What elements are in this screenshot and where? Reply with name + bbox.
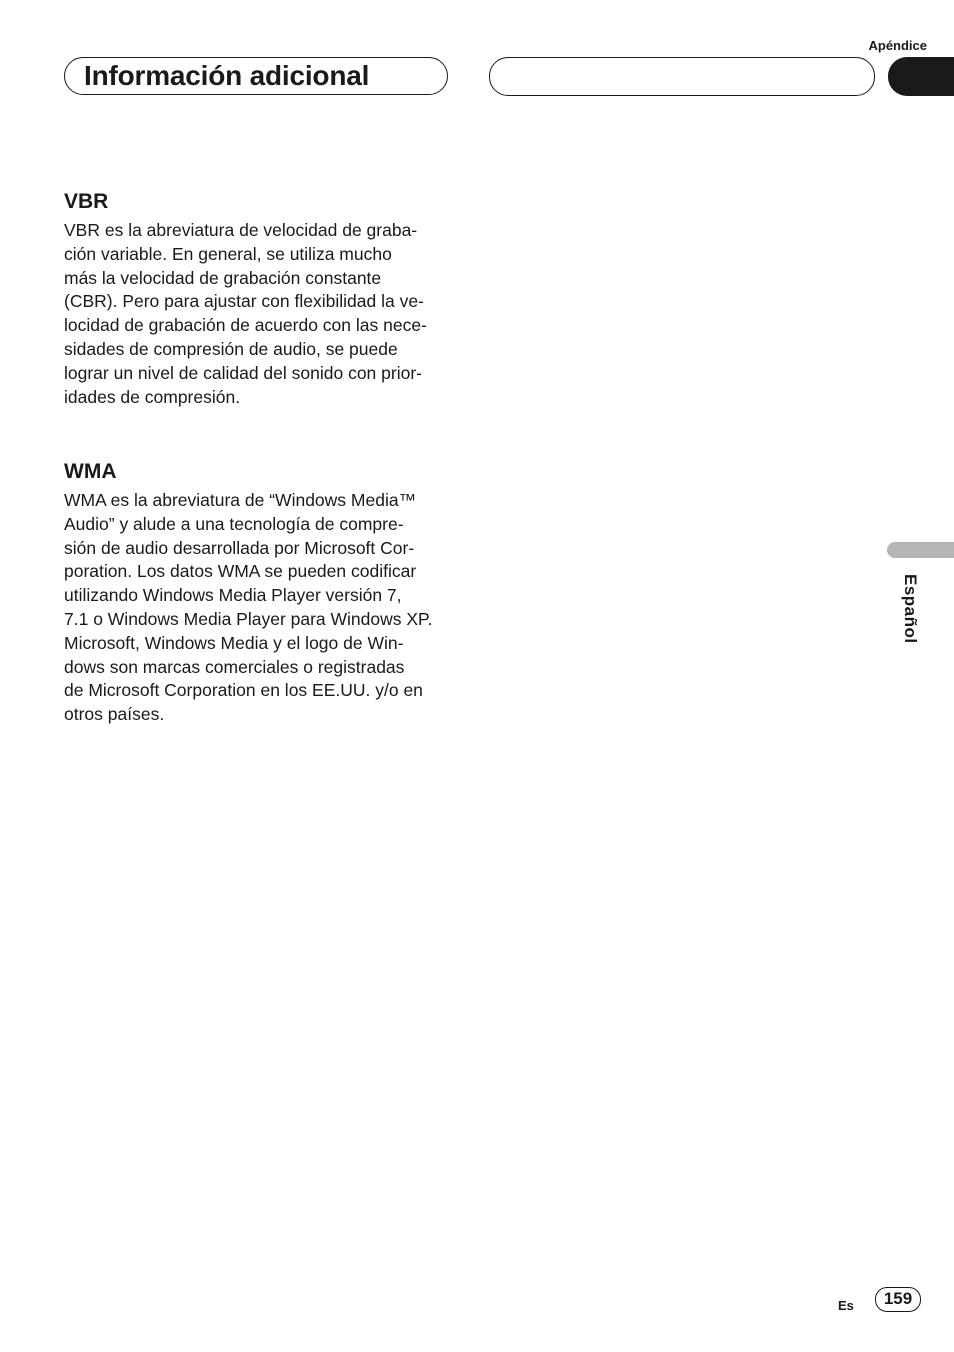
chapter-tab [888, 57, 954, 96]
section-wma [64, 459, 456, 727]
section-heading: VBR [64, 190, 109, 213]
page-number: 159 [875, 1287, 921, 1312]
side-language-label: Español [901, 574, 920, 644]
appendix-label: Apéndice [868, 38, 927, 53]
section-body: WMA es la abreviatura de “Windows Media™ Audio” y alude a una tecnología de compre- sión de audio desarrollada por Microsoft Cor- poration. Los datos WMA se pueden codificar utilizando Windows Media Player versión 7, 7.1 o Windows Media Player para Windows XP. Microsoft, Windows Media y el logo de Win- dows son marcas comerciales o registradas de Microsoft Corporation en los EE.UU. y/o en otros países. [64, 490, 433, 725]
section-body: VBR es la abreviatura de velocidad de graba- ción variable. En general, se utiliza mucho más la velocidad de grabación constante (CBR). Pero para ajustar con flexibilidad la ve- locidad de grabación de acuerdo con las nece- sidades de compresión de audio, se puede lograr un nivel de calidad del sonido con prior- idades de compresión. [64, 220, 427, 407]
page-title: Información adicional [84, 60, 370, 91]
header-right-frame [489, 57, 875, 96]
footer-language-code: Es [838, 1298, 854, 1313]
section-heading: WMA [64, 460, 117, 483]
section-vbr [64, 189, 456, 409]
language-tab-marker [887, 542, 954, 558]
